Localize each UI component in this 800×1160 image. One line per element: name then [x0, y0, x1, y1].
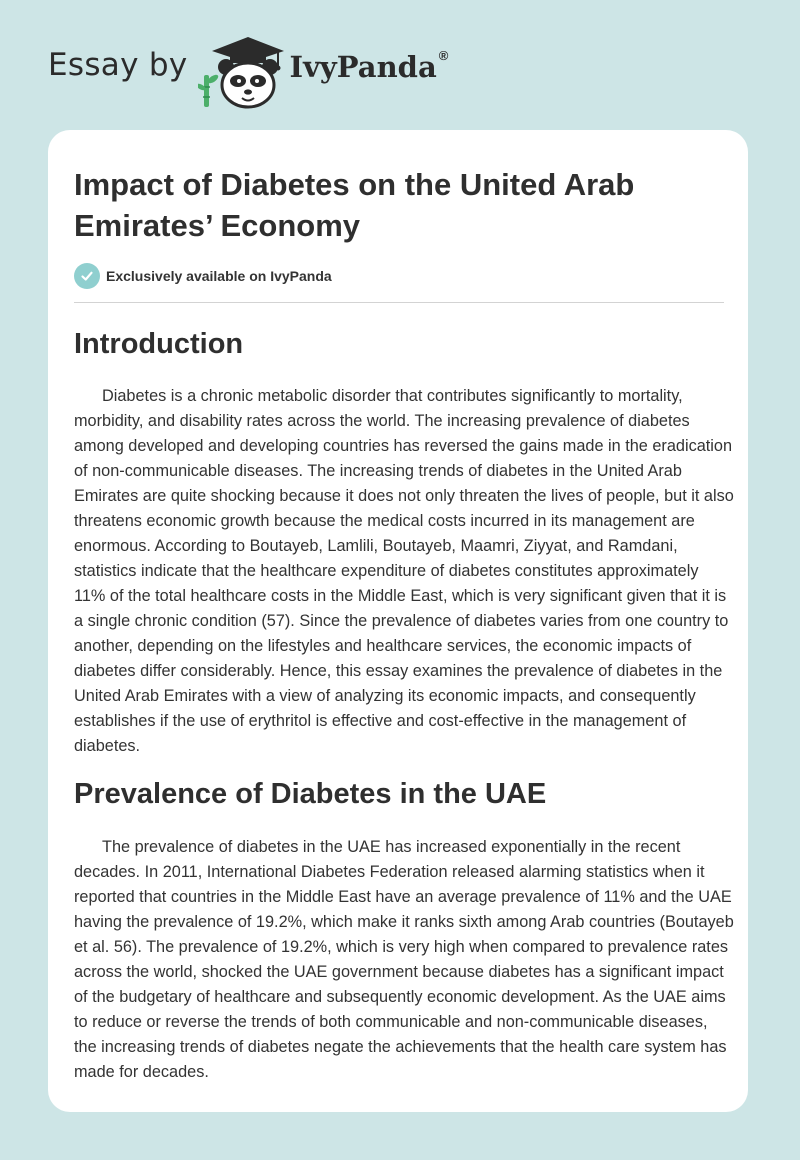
check-icon — [74, 263, 100, 289]
essay-card — [48, 130, 748, 1112]
divider — [74, 302, 724, 303]
section-heading-prevalence: Prevalence of Diabetes in the UAE — [74, 778, 547, 810]
brand-header[interactable] — [48, 28, 448, 118]
registered-mark: ® — [438, 47, 449, 63]
section-heading-introduction: Introduction — [74, 328, 244, 360]
section-paragraph-prevalence: The prevalence of diabetes in the UAE has increased exponentially in the recent decades. In 2011, International Diabetes Federation released alarming statistics when it reported that countries in the Middle East have an average prevalence of 11% and the UAE having the prevalence of 19.2%, which make it ranks sixth among Arab countries (Boutayeb et al. 56). The prevalence of 19.2%, which is very high when compared to prevalence rates across the world, shocked the UAE government because diabetes has a significant impact of the budgetary of healthcare and subsequently economic development. As the UAE aims to reduce or reverse the trends of both communicable and non-communicable diseases, the increasing trends of diabetes negate the achievements that the health care system has made for decades. — [74, 838, 734, 1081]
section-paragraph-introduction: Diabetes is a chronic metabolic disorder that contributes significantly to mortality, morbidity, and disability rates across the world. The increasing prevalence of diabetes among developed and developing countries has reversed the gains made in the eradication of non-communicable diseases. The increasing trends of diabetes in the United Arab Emirates are quite shocking because it does not only threaten the lives of people, but it also threatens economic growth because the medical costs incurred in its management are enormous. According to Boutayeb, Lamlili, Boutayeb, Maamri, Ziyyat, and Ramdani, statistics indicate that the healthcare expenditure of diabetes constitutes approximately 11% of the total healthcare costs in the Middle East, which is very significant given that it is a single chronic condition (57). Since the prevalence of diabetes varies from one country to another, depending on the lifestyles and healthcare services, the economic impacts of diabetes differ considerably. Hence, this essay examines the prevalence of diabetes in the United Arab Emirates with a view of analyzing its economic impacts, and consequently establishes if the use of erythritol is effective and cost-effective in the management of diabetes. — [74, 387, 734, 755]
brand-name: IvyPanda — [289, 50, 437, 84]
badge-text: Exclusively available on IvyPanda — [106, 268, 332, 284]
exclusive-badge — [74, 263, 332, 289]
panda-logo-icon — [198, 31, 294, 111]
brand-prefix: Essay by — [48, 47, 188, 83]
essay-title: Impact of Diabetes on the United Arab Emirates’ Economy — [74, 167, 635, 243]
